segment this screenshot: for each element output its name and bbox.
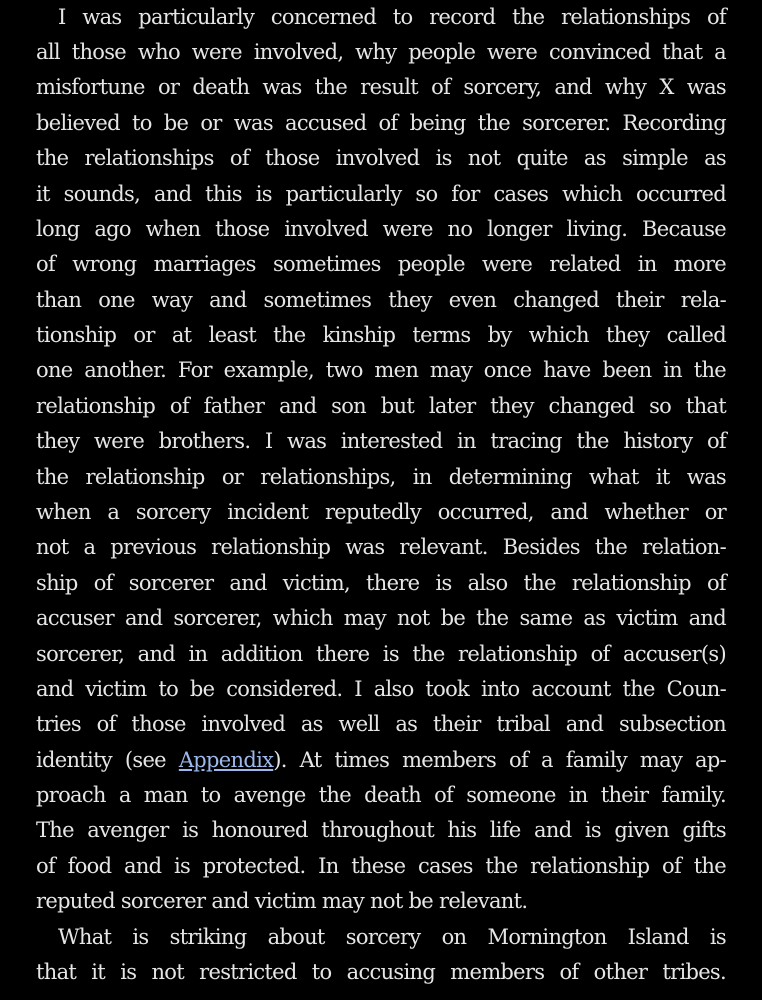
text-line: tionship or at least the kinship terms by which they called [36,323,726,347]
text-line: all those who were involved, why people were convinced that a [36,40,726,64]
text-line: that it is not restricted to accusing members of other tribes. [36,960,726,984]
text-line: when a sorcery incident reputedly occurred, and whether or [36,500,726,524]
text-line: of wrong marriages sometimes people were related in more [36,252,726,276]
text-line: proach a man to avenge the death of someone in their family. [36,783,726,807]
text-line: What is striking about sorcery on Mornington Island is [58,925,726,949]
text-line: it sounds, and this is particularly so for cases which occurred [36,182,726,206]
text-segment: ). At times members of a family may ap- [273,748,726,772]
text-segment: identity (see [36,748,179,772]
text-line: misfortune or death was the result of sorcery, and why X was [36,75,726,99]
text-line: long ago when those involved were no longer living. Because [36,217,726,241]
text-line: the relationships of those involved is not quite as simple as [36,146,726,170]
text-line: one another. For example, two men may once have been in the [36,358,726,382]
text-line: tries of those involved as well as their tribal and subsection [36,712,726,736]
text-line: relationship of father and son but later they changed so that [36,394,726,418]
text-line: and victim to be considered. I also took into account the Coun- [36,677,726,701]
text-line: believed to be or was accused of being the sorcerer. Recording [36,111,726,135]
text-line: they were brothers. I was interested in tracing the history of [36,429,726,453]
text-line: the relationship or relationships, in determining what it was [36,465,726,489]
text-line: accuser and sorcerer, which may not be the same as victim and [36,606,726,630]
text-line: ship of sorcerer and victim, there is also the relationship of [36,571,726,595]
text-line-with-link [36,743,726,778]
text-line: I was particularly concerned to record the relationships of [58,5,726,29]
text-line: not a previous relationship was relevant. Besides the relation- [36,535,726,559]
appendix-link[interactable]: Appendix [178,748,274,772]
text-line: than one way and sometimes they even changed their rela- [36,288,726,312]
text-line: reputed sorcerer and victim may not be relevant. [36,889,528,913]
text-line: of food and is protected. In these cases the relationship of the [36,854,726,878]
text-line: sorcerer, and in addition there is the relationship of accuser(s) [36,642,726,666]
text-line: The avenger is honoured throughout his life and is given gifts [36,818,726,842]
